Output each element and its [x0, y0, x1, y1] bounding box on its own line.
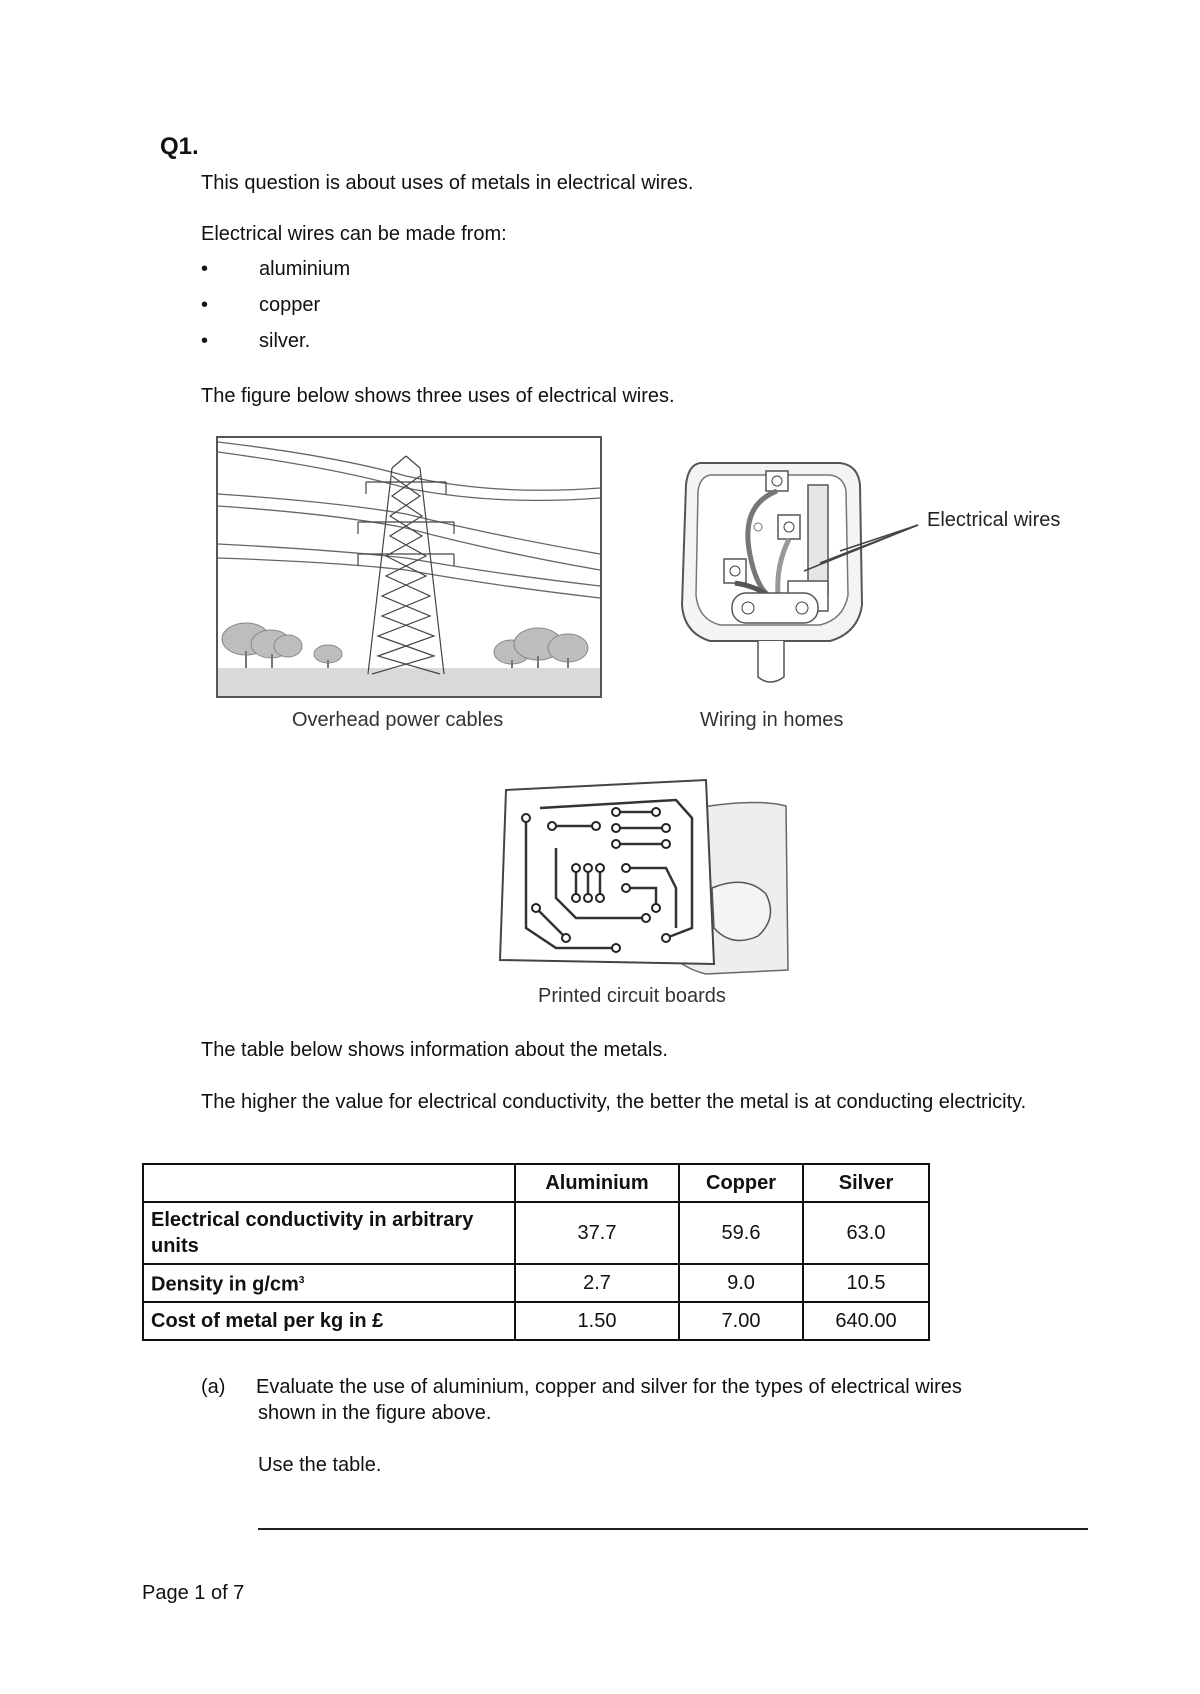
row-label-conductivity: Electrical conductivity in arbitrary units [143, 1202, 515, 1264]
bullet-marker: • [201, 258, 209, 280]
printed-circuit-board-illustration [496, 778, 790, 978]
table-header-copper: Copper [679, 1164, 803, 1202]
caption-overhead-power-cables: Overhead power cables [292, 709, 504, 731]
answer-line[interactable] [258, 1528, 1088, 1530]
cell-density-copper: 9.0 [679, 1264, 803, 1302]
row-label-cost: Cost of metal per kg in £ [143, 1302, 515, 1340]
conductivity-note: The higher the value for electrical conductivity, the better the metal is at conducting electricity. [201, 1091, 1027, 1113]
cell-density-silver: 10.5 [803, 1264, 929, 1302]
table-row [143, 1302, 929, 1340]
metal-item-silver: silver. [259, 330, 311, 352]
bullet-marker: • [201, 294, 209, 316]
cell-cost-copper: 7.00 [679, 1302, 803, 1340]
cell-density-aluminium: 2.7 [515, 1264, 679, 1302]
table-header-silver: Silver [803, 1164, 929, 1202]
caption-printed-circuit-boards: Printed circuit boards [538, 985, 726, 1007]
question-number: Q1. [160, 133, 199, 160]
density-label-text: Density in g/cm [151, 1273, 299, 1296]
table-row [143, 1202, 929, 1264]
table-header-blank [143, 1164, 515, 1202]
cell-conductivity-copper: 59.6 [679, 1202, 803, 1264]
plug-electrical-wires-label: Electrical wires [927, 509, 1061, 531]
metals-table [142, 1163, 930, 1341]
figure-intro: The figure below shows three uses of electrical wires. [201, 385, 675, 407]
part-a-question-line2: shown in the figure above. [258, 1402, 492, 1424]
table-header-aluminium: Aluminium [515, 1164, 679, 1202]
cell-conductivity-aluminium: 37.7 [515, 1202, 679, 1264]
part-a-label: (a) [201, 1376, 226, 1398]
electrical-wires-pointer-lines [800, 505, 920, 575]
cell-cost-silver: 640.00 [803, 1302, 929, 1340]
density-unit-superscript: 3 [298, 1275, 305, 1287]
wires-intro: Electrical wires can be made from: [201, 223, 507, 245]
table-intro: The table below shows information about the metals. [201, 1039, 668, 1061]
cell-conductivity-silver: 63.0 [803, 1202, 929, 1264]
metal-item-copper: copper [259, 294, 321, 316]
overhead-power-cables-illustration [216, 436, 602, 698]
part-a-instruction: Use the table. [258, 1454, 382, 1476]
page-number: Page 1 of 7 [142, 1582, 245, 1604]
part-a-question-line1: Evaluate the use of aluminium, copper and silver for the types of electrical wires [256, 1376, 962, 1398]
row-label-density [143, 1264, 515, 1302]
caption-wiring-in-homes: Wiring in homes [700, 709, 844, 731]
metal-item-aluminium: aluminium [259, 258, 351, 280]
table-row [143, 1264, 929, 1302]
question-intro: This question is about uses of metals in electrical wires. [201, 172, 694, 194]
cell-cost-aluminium: 1.50 [515, 1302, 679, 1340]
bullet-marker: • [201, 330, 209, 352]
table-header-row [143, 1164, 929, 1202]
